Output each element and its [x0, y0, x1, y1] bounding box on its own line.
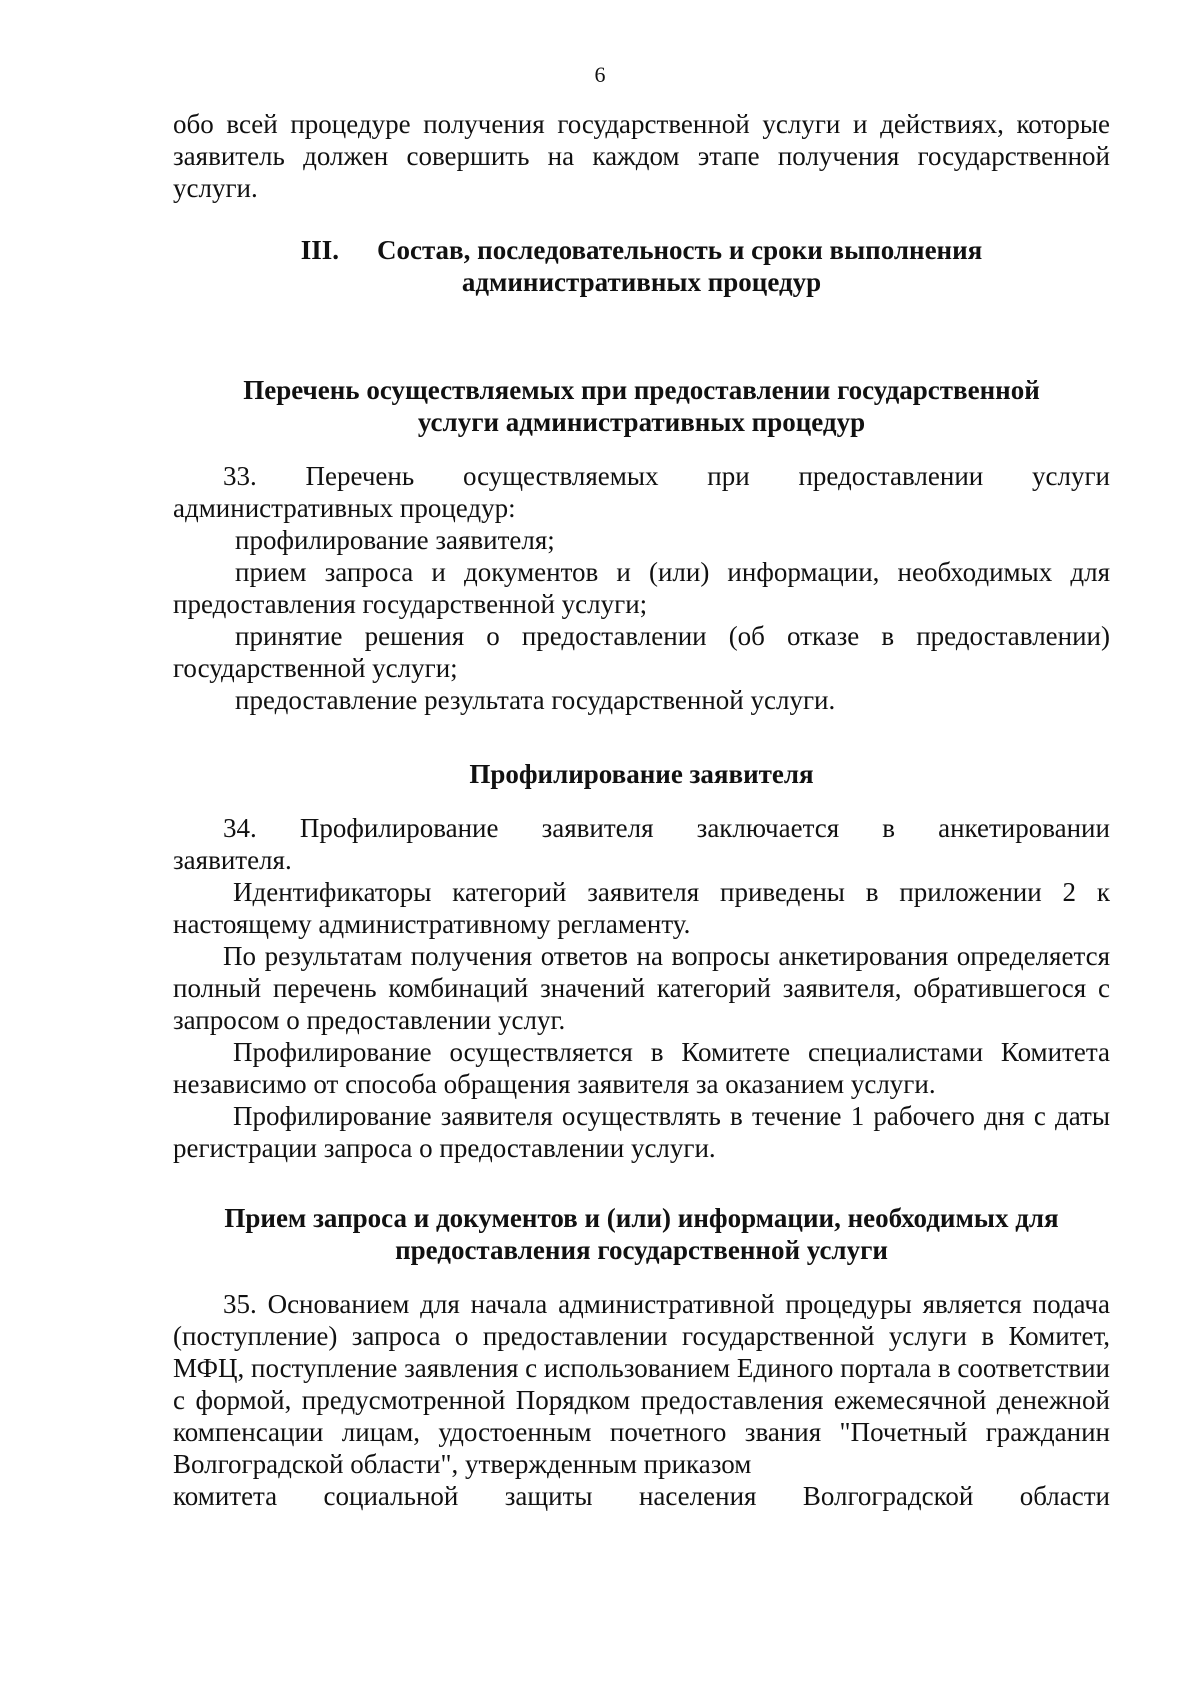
section-heading — [173, 234, 1110, 266]
p34-word: 34. — [223, 813, 257, 843]
section-title-line1: Состав, последовательность и сроки выполнения — [376, 235, 983, 265]
p34-word: анкетировании — [938, 813, 1110, 843]
intro-paragraph: обо всей процедуре получения государственной услуги и действиях, которые заявитель должен совершить на каждом этапе получения государственной услуги. — [173, 109, 1110, 203]
p34-word: в — [882, 813, 895, 843]
paragraph-35: 35. Основанием для начала административной процедуры является подача (поступление) запроса о предоставлении государственной услуги в Комитет, МФЦ, поступление заявления с использованием Единого портала в соответствии с формой, предусмотренной Порядком предоставления ежемесячной денежной компенсации лицам, удостоенным почетного звания "Почетный гражданин Волгоградской области", утвержденным приказом — [173, 1289, 1110, 1479]
p35-word: социальной — [323, 1481, 459, 1511]
p35-word: защиты — [504, 1481, 593, 1511]
p33-word: услуги — [1032, 461, 1110, 491]
p35-word: Волгоградской — [802, 1481, 974, 1511]
reception-section-title-line1: Прием запроса и документов и (или) информации, необходимых для — [224, 1203, 1059, 1233]
paragraph-33-first-line — [173, 460, 1110, 492]
p33-word: осуществляемых — [462, 461, 659, 491]
page-number: 6 — [594, 62, 606, 87]
list-item: предоставление результата государственной услуги. — [235, 685, 836, 715]
p34-word: заключается — [696, 813, 840, 843]
reception-section-title-line2: предоставления государственной услуги — [395, 1235, 888, 1265]
p33-word: предоставлении — [798, 461, 984, 491]
page-content — [173, 108, 1110, 1512]
list-item: принятие решения о предоставлении (об отказе в предоставлении) государственной услуги; — [173, 621, 1110, 683]
p33-word: Перечень — [305, 461, 415, 491]
list-item: прием запроса и документов и (или) информации, необходимых для предоставления государственной услуги; — [173, 557, 1110, 619]
p34-word: Профилирование — [299, 813, 499, 843]
paragraph-34-rest: заявителя. — [173, 845, 292, 875]
section-roman-numeral: III. — [300, 235, 339, 265]
paragraph-34-first-line — [173, 812, 1110, 844]
paragraph-35-last-line — [173, 1480, 1110, 1512]
p35-word: населения — [638, 1481, 757, 1511]
p35-word: области — [1019, 1481, 1110, 1511]
body-paragraph: Идентификаторы категорий заявителя приведены в приложении 2 к настоящему административному регламенту. — [173, 877, 1110, 939]
profiling-section-title: Профилирование заявителя — [469, 759, 814, 789]
body-paragraph: По результатам получения ответов на вопросы анкетирования определяется полный перечень комбинаций значений категорий заявителя, обратившегося с запросом о предоставлении услуг. — [173, 941, 1110, 1035]
paragraph-33-rest: административных процедур: — [173, 493, 516, 523]
p34-word: заявителя — [541, 813, 654, 843]
list-item: профилирование заявителя; — [235, 525, 555, 555]
p33-word: 33. — [223, 461, 257, 491]
body-paragraph: Профилирование заявителя осуществлять в течение 1 рабочего дня с даты регистрации запроса о предоставлении услуги. — [173, 1101, 1110, 1163]
list-section-title-line1: Перечень осуществляемых при предоставлении государственной — [243, 375, 1040, 405]
p35-word: комитета — [173, 1481, 278, 1511]
p33-word: при — [707, 461, 750, 491]
body-paragraph: Профилирование осуществляется в Комитете специалистами Комитета независимо от способа обращения заявителя за оказанием услуги. — [173, 1037, 1110, 1099]
section-title-line2: административных процедур — [461, 267, 822, 297]
list-section-title-line2: услуги административных процедур — [417, 407, 866, 437]
